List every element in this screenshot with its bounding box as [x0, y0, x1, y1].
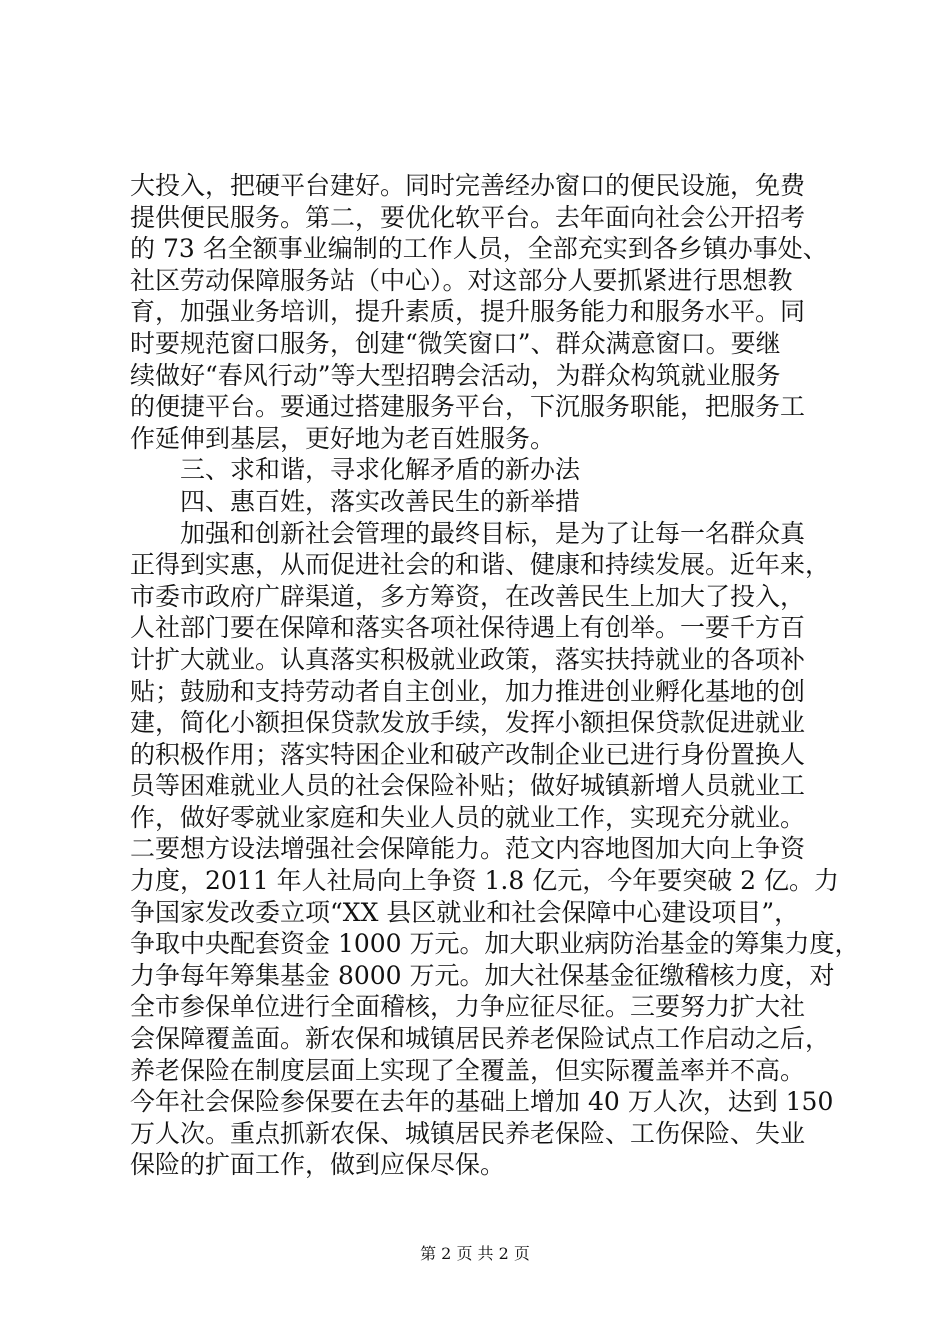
body-line: 争取中央配套资金 1000 万元。加大职业病防治基金的筹集力度， [130, 929, 860, 959]
body-line: 今年社会保险参保要在去年的基础上增加 40 万人次，达到 150 [130, 1087, 834, 1117]
body-line: 育，加强业务培训，提升素质，提升服务能力和服务水平。同 [130, 297, 806, 327]
body-line: 会保障覆盖面。新农保和城镇居民养老保险试点工作启动之后， [130, 1024, 831, 1054]
body-line: 二要想方设法增强社会保障能力。范文内容地图加大向上争资 [130, 834, 806, 864]
body-line: 争国家发改委立项“XX 县区就业和社会保障中心建设项目”， [130, 897, 800, 927]
body-line: 时要规范窗口服务，创建“微笑窗口”、群众满意窗口。要继 [130, 328, 781, 358]
body-line: 建，简化小额担保贷款发放手续，发挥小额担保贷款促进就业 [130, 708, 806, 738]
paragraph-start-line: 加强和创新社会管理的最终目标，是为了让每一名群众真 [180, 518, 806, 548]
page-footer [0, 1244, 950, 1264]
body-line: 保险的扩面工作，做到应保尽保。 [130, 1150, 506, 1180]
body-line: 养老保险在制度层面上实现了全覆盖，但实际覆盖率并不高。 [130, 1055, 806, 1085]
body-line: 的积极作用；落实特困企业和破产改制企业已进行身份置换人 [130, 739, 806, 769]
body-line: 续做好“春风行动”等大型招聘会活动，为群众构筑就业服务 [130, 360, 781, 390]
body-line: 社区劳动保障服务站（中心）。对这部分人要抓紧进行思想教 [130, 265, 793, 295]
body-line: 市委市政府广辟渠道，多方筹资，在改善民生上加大了投入， [130, 581, 806, 611]
section-heading-3: 三、求和谐，寻求化解矛盾的新办法 [180, 455, 581, 485]
body-line: 计扩大就业。认真落实积极就业政策，落实扶持就业的各项补 [130, 644, 806, 674]
body-line: 力争每年筹集基金 8000 万元。加大社保基金征缴稽核力度，对 [130, 960, 835, 990]
body-line: 正得到实惠，从而促进社会的和谐、健康和持续发展。近年来， [130, 550, 831, 580]
body-line: 大投入，把硬平台建好。同时完善经办窗口的便民设施，免费 [130, 171, 806, 200]
document-body [130, 170, 860, 1181]
body-line: 万人次。重点抓新农保、城镇居民养老保险、工伤保险、失业 [130, 1118, 806, 1148]
section-heading-4: 四、惠百姓，落实改善民生的新举措 [180, 486, 581, 516]
body-line: 的 73 名全额事业编制的工作人员，全部充实到各乡镇办事处、 [130, 234, 828, 264]
body-line: 全市参保单位进行全面稽核，力争应征尽征。三要努力扩大社 [130, 992, 806, 1022]
body-line: 贴；鼓励和支持劳动者自主创业，加力推进创业孵化基地的创 [130, 676, 806, 706]
body-line: 作延伸到基层，更好地为老百姓服务。 [130, 423, 556, 453]
body-line: 提供便民服务。第二，要优化软平台。去年面向社会公开招考 [130, 202, 806, 232]
body-line: 力度，2011 年人社局向上争资 1.8 亿元，今年要突破 2 亿。力 [130, 866, 840, 896]
body-line: 的便捷平台。要通过搭建服务平台，下沉服务职能，把服务工 [130, 392, 806, 422]
body-line: 员等困难就业人员的社会保险补贴；做好城镇新增人员就业工 [130, 771, 806, 801]
body-line: 作，做好零就业家庭和失业人员的就业工作，实现充分就业。 [130, 802, 806, 832]
page-indicator: 第 2 页 共 2 页 [420, 1244, 530, 1263]
body-line: 人社部门要在保障和落实各项社保待遇上有创举。一要千方百 [130, 613, 806, 643]
